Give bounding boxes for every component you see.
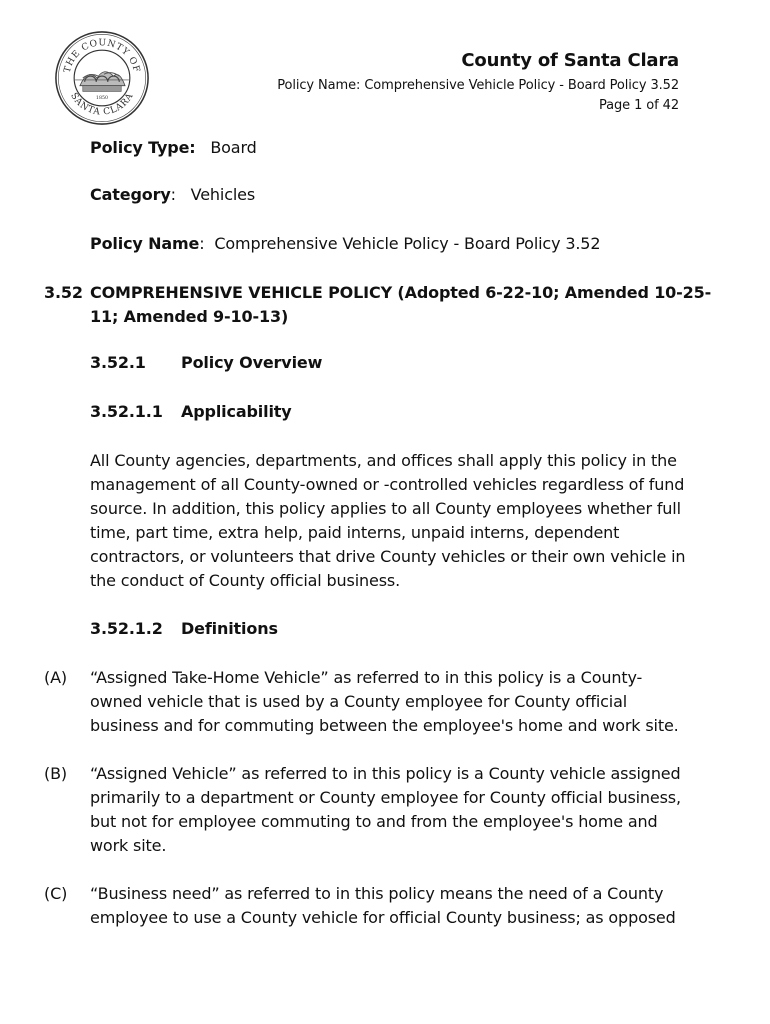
policy-name-value: : Comprehensive Vehicle Policy - Board Policy 3.52: [199, 234, 601, 253]
paragraph-line: contractors, or volunteers that drive County vehicles or their own vehicle in: [90, 547, 686, 566]
policy-name-label: Policy Name: [90, 234, 200, 253]
paragraph-line: but not for employee commuting to and from the employee's home and: [90, 812, 658, 831]
paragraph-line: owned vehicle that is used by a County employee for County official: [90, 692, 628, 711]
document-title: County of Santa Clara: [461, 50, 679, 71]
definition-text: [90, 666, 690, 738]
header-policy-name: Policy Name: Comprehensive Vehicle Policy - Board Policy 3.52: [277, 78, 679, 93]
subsection-title: Policy Overview: [181, 353, 323, 372]
paragraph-line: management of all County-owned or -controlled vehicles regardless of fund: [90, 475, 685, 494]
category-line: [90, 183, 255, 207]
policy-type-label: Policy Type:: [90, 138, 196, 157]
paragraph-line: primarily to a department or County employee for County official business,: [90, 788, 681, 807]
paragraph-line: business and for commuting between the employee's home and work site.: [90, 716, 679, 735]
definition-marker: (C): [44, 884, 68, 903]
paragraph-line: All County agencies, departments, and offices shall apply this policy in the: [90, 451, 677, 470]
section-title-line-2: 11; Amended 9-10-13): [90, 307, 289, 326]
svg-text:1850: 1850: [95, 96, 109, 102]
policy-type-value: Board: [210, 138, 257, 157]
definition-marker: (B): [44, 764, 68, 783]
policy-type-line: [90, 136, 257, 160]
subsection-title: Applicability: [181, 402, 292, 421]
category-label: Category: [90, 185, 171, 204]
paragraph-line: work site.: [90, 836, 167, 855]
paragraph-line: “Assigned Vehicle” as referred to in this policy is a County vehicle assigned: [90, 764, 681, 783]
subsection-number: 3.52.1.2: [90, 619, 163, 638]
county-seal-logo: [54, 30, 150, 126]
paragraph-line: the conduct of County official business.: [90, 571, 401, 590]
paragraph-line: “Assigned Take-Home Vehicle” as referred to in this policy is a County-: [90, 668, 643, 687]
paragraph-line: time, part time, extra help, paid interns, unpaid interns, dependent: [90, 523, 620, 542]
section-number: 3.52: [44, 283, 83, 302]
definition-text: [90, 762, 690, 858]
svg-text:THE COUNTY OF: THE COUNTY OF: [62, 38, 142, 74]
subsection-number: 3.52.1: [90, 353, 146, 372]
svg-text:SANTA CLARA: SANTA CLARA: [68, 91, 136, 118]
paragraph-line: employee to use a County vehicle for official County business; as opposed: [90, 908, 676, 927]
policy-name-line: [90, 232, 600, 256]
applicability-paragraph: [90, 449, 690, 593]
paragraph-line: source. In addition, this policy applies to all County employees whether full: [90, 499, 681, 518]
definition-marker: (A): [44, 668, 67, 687]
definition-text: [90, 882, 690, 930]
page-number: Page 1 of 42: [598, 98, 679, 113]
paragraph-line: “Business need” as referred to in this policy means the need of a County: [90, 884, 664, 903]
subsection-number: 3.52.1.1: [90, 402, 163, 421]
section-title-line-1: COMPREHENSIVE VEHICLE POLICY (Adopted 6-22-10; Amended 10-25-: [90, 283, 712, 302]
category-value: : Vehicles: [170, 185, 256, 204]
subsection-title: Definitions: [181, 619, 278, 638]
